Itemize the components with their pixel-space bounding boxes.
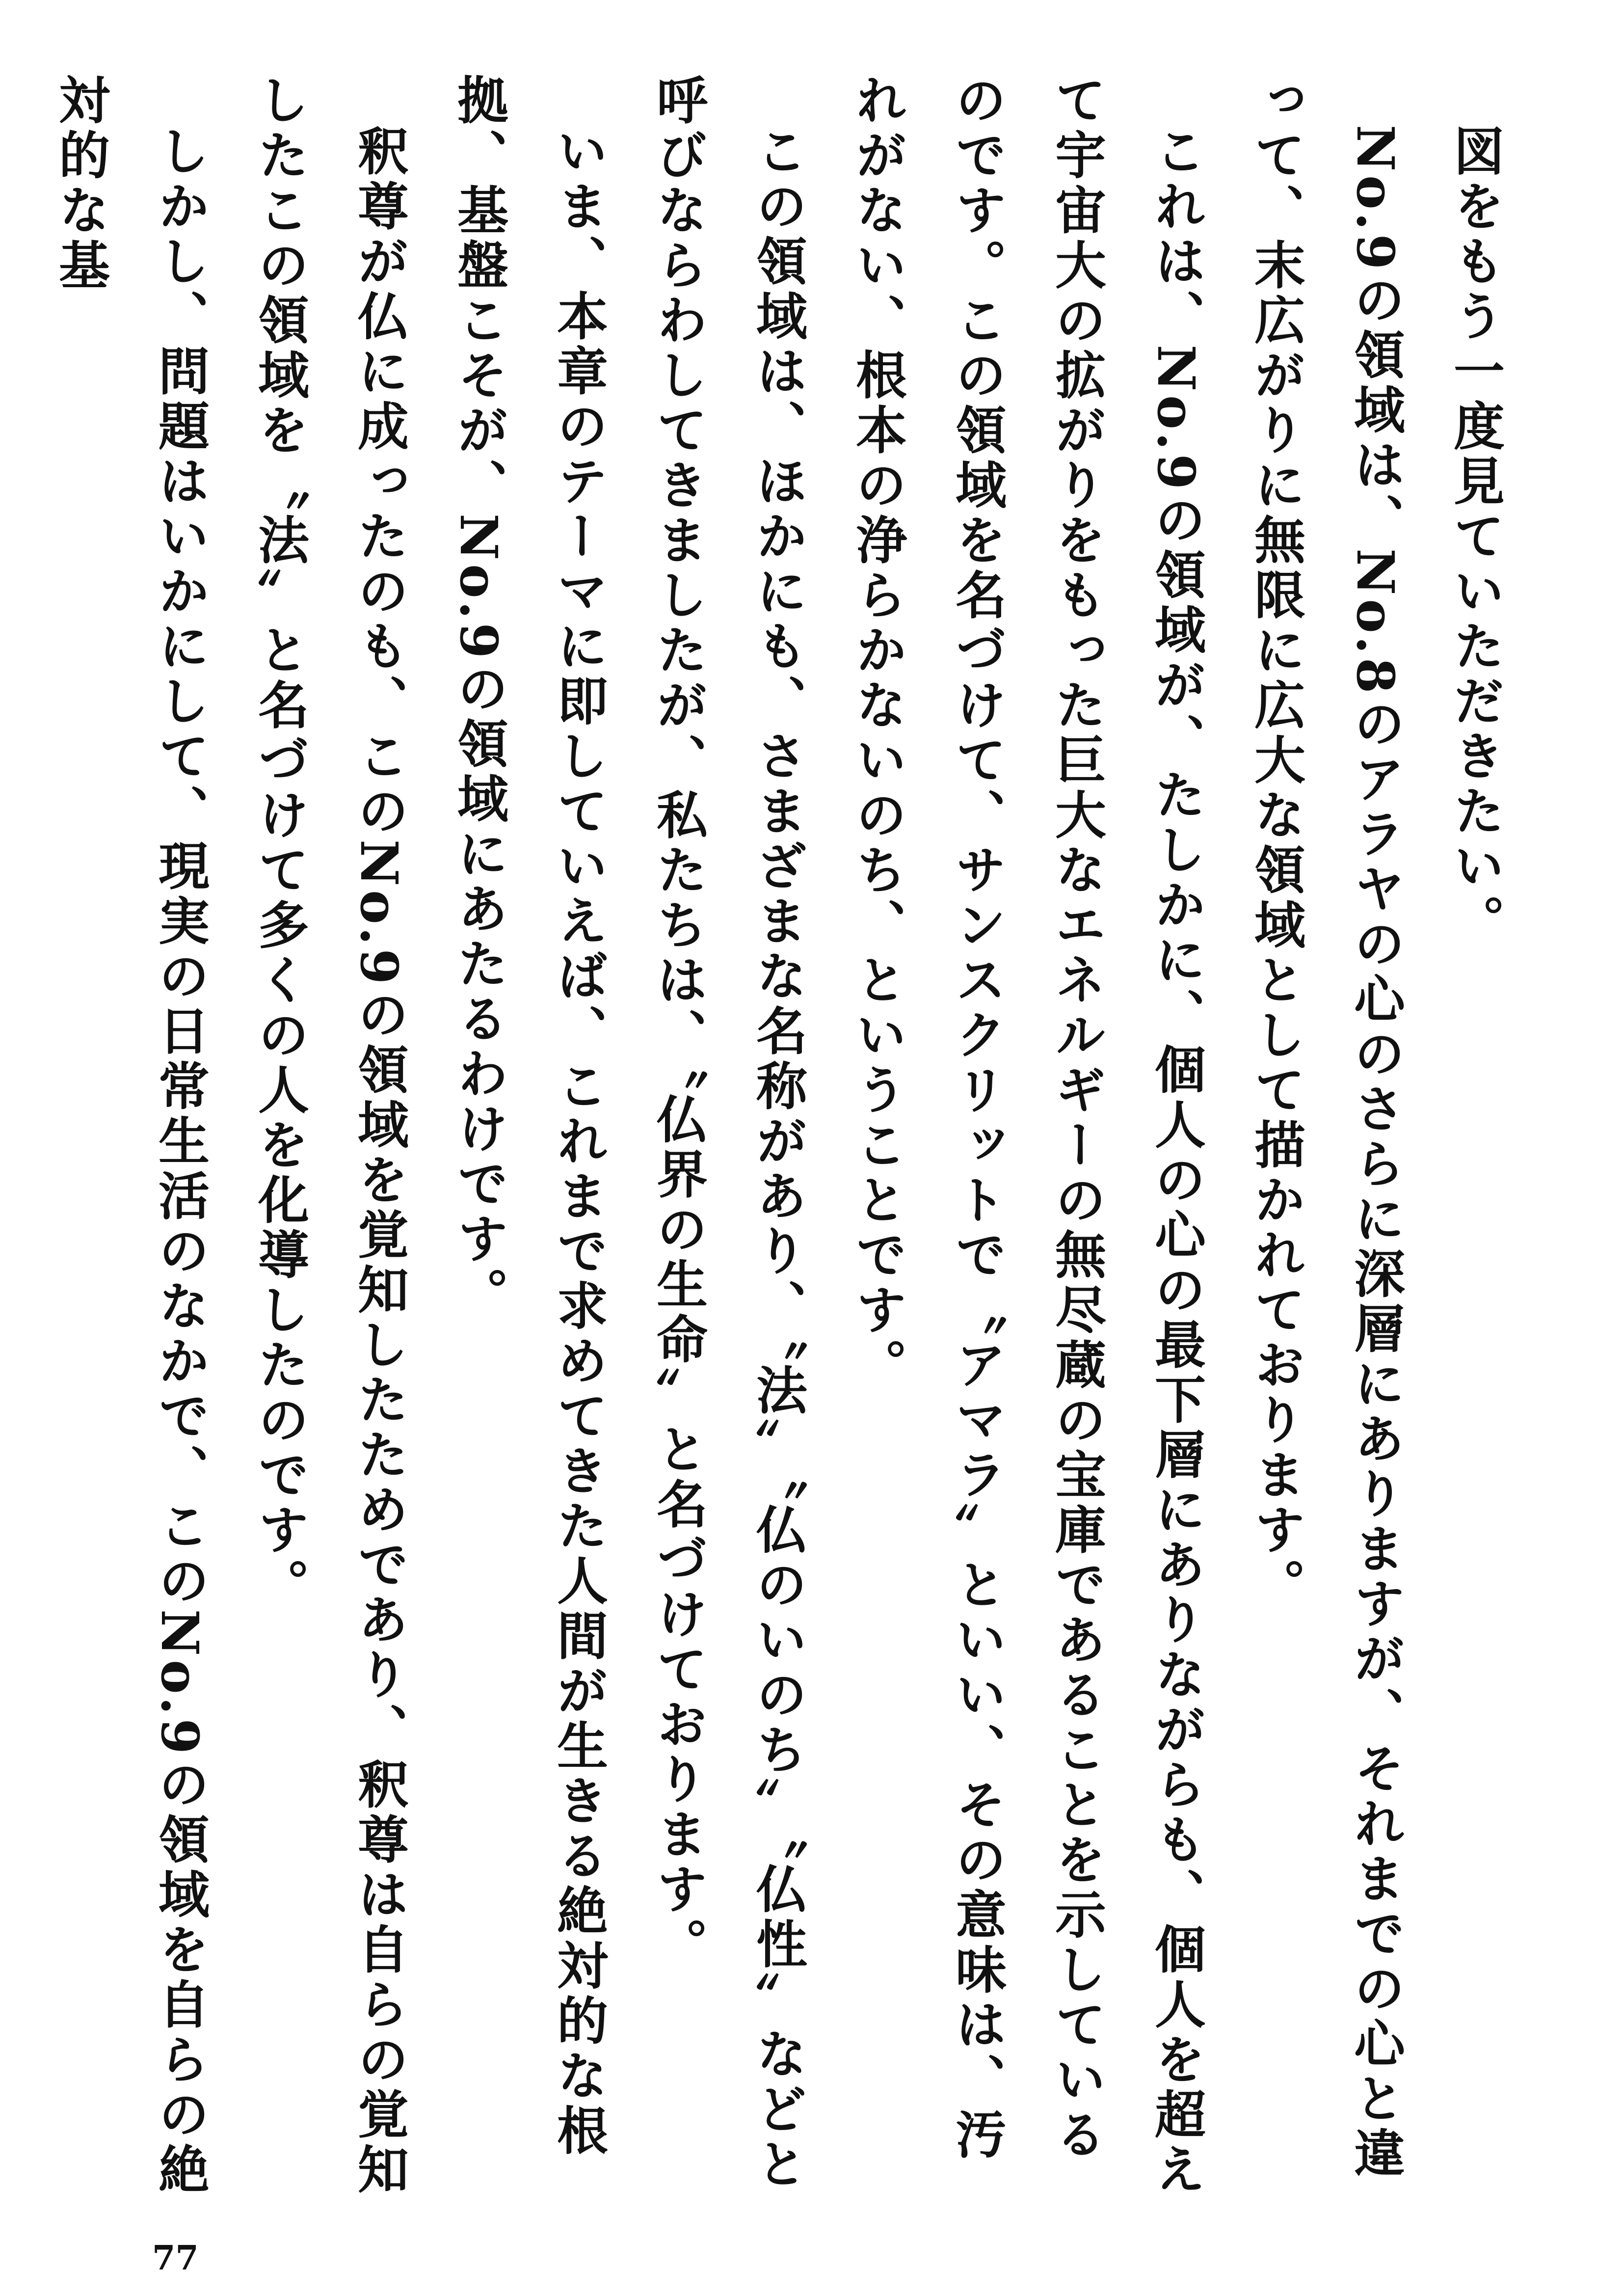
paragraph: 図をもう一度見ていただきたい。 (1445, 125, 1505, 949)
vertical-text-body (50, 74, 1525, 2209)
paragraph: これは、No.9の領域が、たしかに、個人の心の最下層にありながらも、個人を超えて宇宙大の拡がりをもった巨大なエネルギーの無尽蔵の宝庫であることを示しているのです。この領域を名づけて、サンスクリットで〝アマラ〟といい、その意味は、汚れがない、根本の浄らかないのち、ということです。 (847, 74, 1206, 2198)
paragraph: 釈尊が仏に成ったのも、このNo.9の領域を覚知したためであり、釈尊は自らの覚知したこの領域を〝法〟と名づけて多くの人を化導したのです。 (249, 74, 409, 2198)
paragraph: いま、本章のテーマに即していえば、これまで求めてきた人間が生きる絶対的な根拠、基盤こそが、No.9の領域にあたるわけです。 (449, 74, 609, 2159)
paragraph: この領域は、ほかにも、さまざまな名称があり、〝法〟〝仏のいのち〟〝仏性〟などと呼びならわしてきましたが、私たちは、〝仏界の生命〟と名づけております。 (648, 74, 808, 2192)
page-number: 77 (152, 2239, 199, 2278)
paragraph: No.9の領域は、No.8のアラヤの心のさらに深層にありますが、それまでの心と違って、末広がりに無限に広大な領域として描かれております。 (1246, 74, 1406, 2182)
paragraph: しかし、問題はいかにして、現実の日常生活のなかで、このNo.9の領域を自らの絶対的な基 (50, 74, 210, 2198)
